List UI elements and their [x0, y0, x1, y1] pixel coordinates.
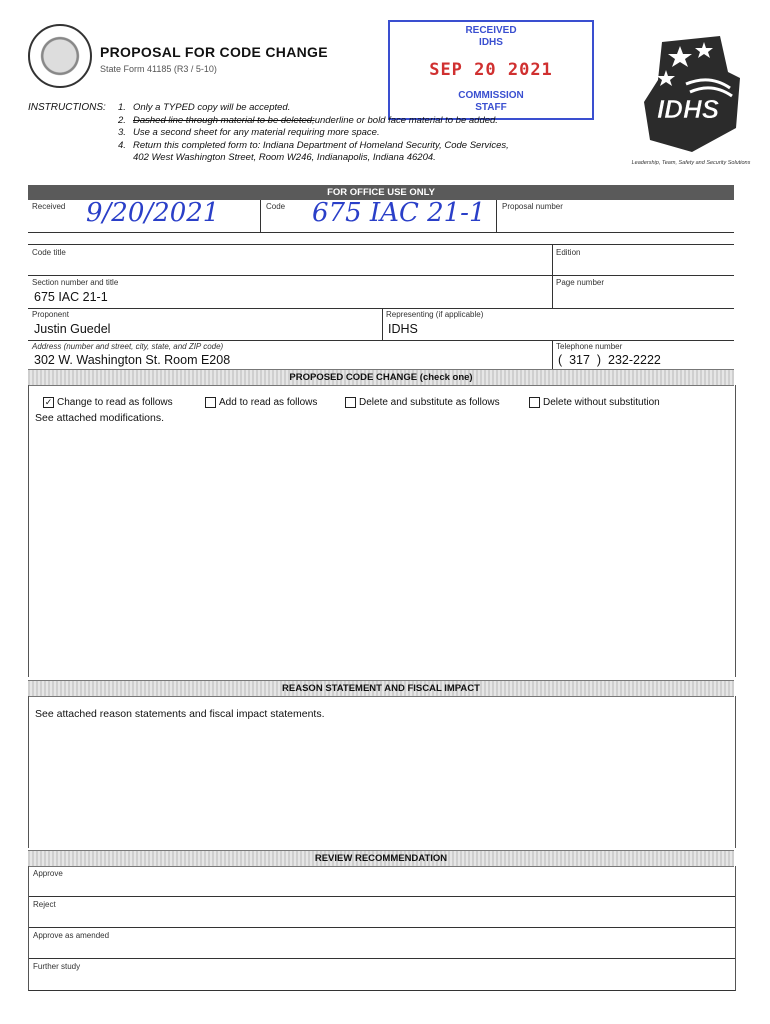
representing-label: Representing (if applicable): [386, 310, 484, 319]
stamp-commission: COMMISSION STAFF: [458, 90, 524, 113]
edition-label: Edition: [556, 248, 581, 257]
instruction-item: 402 West Washington Street, Room W246, Indianapolis, Indiana 46204.: [133, 152, 436, 163]
divider: [496, 200, 497, 232]
telephone-label: Telephone number: [556, 342, 623, 351]
divider: [29, 927, 735, 928]
received-label: Received: [32, 202, 66, 211]
review-approve-as-amended[interactable]: Approve as amended: [33, 931, 110, 940]
instruction-item: 2. Dashed line through material to be deleted; underline or bold face material to be added.: [118, 114, 498, 126]
proposed-change-text[interactable]: See attached modifications.: [35, 412, 164, 424]
divider: [552, 340, 553, 370]
idhs-logo-icon: [630, 32, 746, 160]
divider: [28, 340, 734, 341]
office-use-heading: FOR OFFICE USE ONLY: [28, 185, 734, 200]
fields-block: [28, 244, 734, 370]
code-value[interactable]: 675 IAC 21-1: [312, 198, 486, 228]
telephone-value[interactable]: ( 317 ) 232-2222: [558, 353, 661, 367]
section-label: Section number and title: [32, 278, 119, 287]
reason-text[interactable]: See attached reason statements and fiscal impact statements.: [35, 708, 325, 720]
form-number: State Form 41185 (R3 / 5-10): [100, 64, 217, 74]
reason-area: [28, 696, 736, 848]
form-title: PROPOSAL FOR CODE CHANGE: [100, 44, 328, 60]
review-area: [28, 866, 736, 991]
state-seal-icon: [28, 24, 92, 88]
review-reject[interactable]: Reject: [33, 900, 56, 909]
received-value[interactable]: 9/20/2021: [86, 198, 220, 228]
checkbox-icon[interactable]: [205, 397, 216, 408]
option-delete-without-substitution[interactable]: Delete without substitution: [529, 397, 660, 408]
idhs-logo-text: IDHS: [656, 94, 720, 124]
divider: [552, 245, 553, 275]
review-approve[interactable]: Approve: [33, 869, 63, 878]
proponent-value[interactable]: Justin Guedel: [34, 322, 111, 336]
reason-heading: REASON STATEMENT AND FISCAL IMPACT: [28, 680, 734, 697]
page-number-label: Page number: [556, 278, 605, 287]
divider: [552, 275, 553, 308]
section-value[interactable]: 675 IAC 21-1: [34, 290, 108, 304]
representing-value[interactable]: IDHS: [388, 322, 418, 336]
checkbox-icon[interactable]: [345, 397, 356, 408]
proponent-label: Proponent: [32, 310, 69, 319]
proposed-change-area: [28, 385, 736, 677]
proposal-number-label: Proposal number: [502, 202, 563, 211]
option-change-to-read[interactable]: ✓ Change to read as follows: [44, 397, 173, 408]
code-title-label: Code title: [32, 248, 66, 257]
checkbox-checked-icon[interactable]: ✓: [44, 397, 53, 407]
divider: [29, 896, 735, 897]
stamp-date: SEP 20 2021: [429, 60, 553, 80]
divider: [260, 200, 261, 232]
divider: [382, 308, 383, 340]
instructions-list: [118, 102, 509, 165]
instruction-item: 1. Only a TYPED copy will be accepted.: [118, 102, 291, 113]
checkbox-icon[interactable]: [529, 397, 540, 408]
divider: [28, 275, 734, 276]
review-further-study[interactable]: Further study: [33, 962, 81, 971]
option-add-to-read[interactable]: Add to read as follows: [205, 397, 317, 408]
logo-tagline: Leadership, Team, Safety and Security Solutions: [631, 160, 751, 166]
divider: [28, 308, 734, 309]
stamp-received: RECEIVED IDHS: [465, 25, 517, 48]
review-heading: REVIEW RECOMMENDATION: [28, 850, 734, 867]
instruction-item: 3. Use a second sheet for any material requiring more space.: [118, 127, 380, 138]
office-use-row: [28, 200, 734, 233]
instructions-label: INSTRUCTIONS:: [28, 102, 106, 113]
divider: [29, 958, 735, 959]
instruction-item: 4. Return this completed form to: Indiana Department of Homeland Security, Code Services,: [118, 139, 509, 151]
option-delete-and-substitute[interactable]: Delete and substitute as follows: [345, 397, 500, 408]
address-value[interactable]: 302 W. Washington St. Room E208: [34, 353, 231, 367]
proposed-change-heading: PROPOSED CODE CHANGE (check one): [28, 369, 734, 386]
address-label: Address (number and street, city, state, and ZIP code): [32, 342, 224, 351]
code-label: Code: [266, 202, 286, 211]
